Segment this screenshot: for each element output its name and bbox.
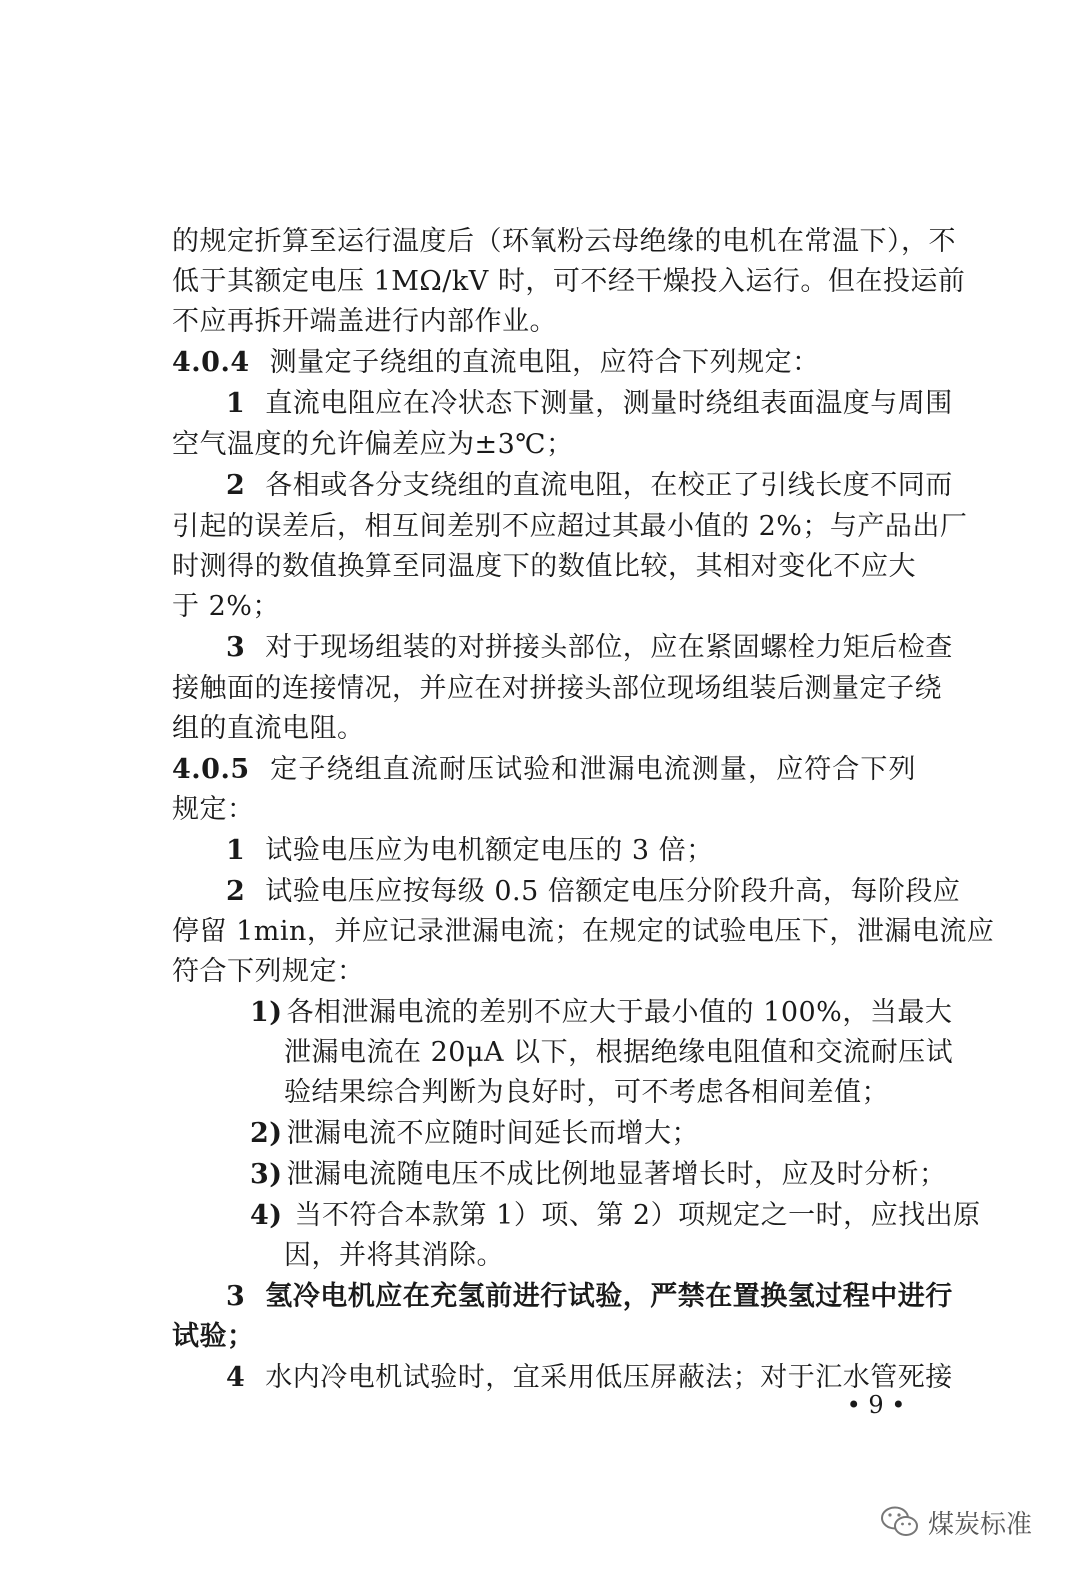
text-line: 低于其额定电压 1MΩ/kV 时，可不经干燥投入运行。但在投运前 bbox=[172, 266, 966, 297]
item-number: 2 bbox=[226, 470, 246, 501]
clause-number: 4.0.4 bbox=[172, 347, 250, 378]
text-line: 引起的误差后，相互间差别不应超过其最小值的 2%；与产品出厂 bbox=[172, 511, 968, 542]
item-number: 2 bbox=[226, 876, 246, 907]
sub-item-line: 2) 泄漏电流不应随时间延长而增大； bbox=[250, 1118, 700, 1149]
text-line-mandatory: 试验； bbox=[172, 1321, 255, 1352]
sub-item-number: 2) bbox=[250, 1118, 283, 1149]
page-number: • 9 • bbox=[846, 1391, 906, 1419]
sub-item-number: 1) bbox=[250, 997, 283, 1028]
item-line: 1 直流电阻应在冷状态下测量，测量时绕组表面温度与周围 bbox=[226, 388, 953, 419]
text-line: 空气温度的允许偏差应为±3℃； bbox=[172, 429, 574, 460]
text-line: 时测得的数值换算至同温度下的数值比较，其相对变化不应大 bbox=[172, 551, 916, 582]
text-line: 因，并将其消除。 bbox=[284, 1240, 504, 1271]
sub-item-number: 4) bbox=[250, 1200, 283, 1231]
watermark-text: 煤炭标准 bbox=[928, 1509, 1033, 1540]
item-number: 1 bbox=[226, 835, 246, 866]
text-line: 停留 1min，并应记录泄漏电流；在规定的试验电压下，泄漏电流应 bbox=[172, 916, 995, 947]
item-line: 4 水内冷电机试验时，宜采用低压屏蔽法；对于汇水管死接 bbox=[226, 1362, 953, 1393]
text-line: 组的直流电阻。 bbox=[172, 713, 365, 744]
item-number: 3 bbox=[226, 632, 246, 663]
text-line: 验结果综合判断为良好时，可不考虑各相间差值； bbox=[284, 1077, 889, 1108]
text-line: 接触面的连接情况，并应在对拼接头部位现场组装后测量定子绕 bbox=[172, 673, 942, 704]
sub-item-line: 1) 各相泄漏电流的差别不应大于最小值的 100%，当最大 bbox=[250, 997, 953, 1028]
wechat-icon bbox=[880, 1505, 920, 1539]
item-number: 3 bbox=[226, 1281, 246, 1312]
sub-item-line: 3) 泄漏电流随电压不成比例地显著增长时，应及时分析； bbox=[250, 1159, 947, 1190]
clause-4-0-5: 4.0.5 定子绕组直流耐压试验和泄漏电流测量，应符合下列 bbox=[172, 754, 916, 785]
sub-item-line: 4) 当不符合本款第 1）项、第 2）项规定之一时，应找出原 bbox=[250, 1200, 981, 1231]
item-line: 3 对于现场组装的对拼接头部位，应在紧固螺栓力矩后检查 bbox=[226, 632, 953, 663]
clause-4-0-4: 4.0.4 测量定子绕组的直流电阻，应符合下列规定： bbox=[172, 347, 820, 378]
clause-number: 4.0.5 bbox=[172, 754, 250, 785]
text-line: 泄漏电流在 20μA 以下，根据绝缘电阻值和交流耐压试 bbox=[284, 1037, 954, 1068]
text-line: 规定： bbox=[172, 794, 255, 825]
item-line: 2 试验电压应按每级 0.5 倍额定电压分阶段升高，每阶段应 bbox=[226, 876, 961, 907]
watermark bbox=[880, 1500, 1032, 1544]
text-line: 的规定折算至运行温度后（环氧粉云母绝缘的电机在常温下），不 bbox=[172, 226, 956, 257]
item-line: 2 各相或各分支绕组的直流电阻，在校正了引线长度不同而 bbox=[226, 470, 953, 501]
item-number: 4 bbox=[226, 1362, 246, 1393]
item-line-mandatory: 3 氢冷电机应在充氢前进行试验，严禁在置换氢过程中进行 bbox=[226, 1281, 953, 1312]
text-line: 于 2%； bbox=[172, 591, 280, 622]
sub-item-number: 3) bbox=[250, 1159, 283, 1190]
text-line: 不应再拆开端盖进行内部作业。 bbox=[172, 306, 557, 337]
item-number: 1 bbox=[226, 388, 246, 419]
text-line: 符合下列规定： bbox=[172, 956, 365, 987]
item-line: 1 试验电压应为电机额定电压的 3 倍； bbox=[226, 835, 714, 866]
